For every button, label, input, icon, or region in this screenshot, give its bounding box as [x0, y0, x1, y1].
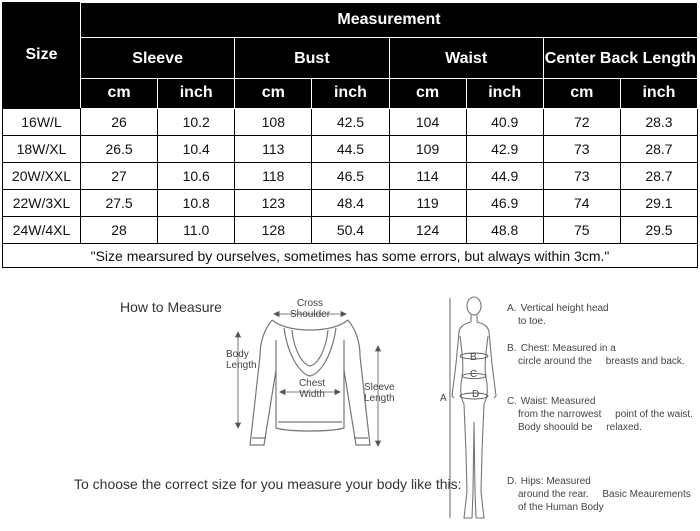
table-cell: 74 — [543, 190, 620, 217]
legend-line: of the Human Body — [518, 502, 604, 513]
legend-line: circle around the — [518, 356, 592, 367]
table-row — [3, 217, 698, 244]
table-cell: 113 — [235, 135, 312, 162]
legend-line: point of the waist. — [615, 409, 693, 420]
header-row-groups — [3, 38, 698, 79]
table-cell: 75 — [543, 217, 620, 244]
unit-header: inch — [158, 78, 235, 108]
figure-letter-c: C — [470, 369, 478, 380]
legend-line: Waist: Measured — [520, 396, 596, 407]
cross-shoulder-label-line1: Cross — [296, 298, 324, 309]
sleeve-header: Sleeve — [81, 38, 235, 79]
legend-line: Hips: Measured — [520, 476, 591, 487]
unit-header: cm — [543, 78, 620, 108]
table-row — [3, 108, 698, 135]
table-cell: 44.5 — [312, 135, 389, 162]
sleeve-length-label — [364, 382, 395, 404]
table-row — [3, 163, 698, 190]
figure-letter-b: B — [470, 352, 477, 363]
table-cell: 119 — [389, 190, 466, 217]
figure-letter-a: A — [440, 393, 447, 404]
legend-line: around the rear. — [518, 489, 589, 500]
chest-width-label-line2: Width — [299, 389, 325, 400]
cross-shoulder-label-line2: Shoulder — [290, 309, 331, 320]
legend-item-d — [507, 475, 700, 514]
unit-header: inch — [466, 78, 543, 108]
table-cell: 29.1 — [620, 190, 697, 217]
table-cell: 44.9 — [466, 163, 543, 190]
sleeve-length-label-line2: Length — [364, 393, 395, 404]
table-cell: 40.9 — [466, 108, 543, 135]
table-cell: 26 — [81, 108, 158, 135]
table-cell: 27 — [81, 163, 158, 190]
legend-key: D. — [507, 476, 517, 487]
table-cell: 48.8 — [466, 217, 543, 244]
table-cell: 26.5 — [81, 135, 158, 162]
legend-item-b — [507, 342, 685, 368]
chest-width-label-line1: Chest — [298, 378, 326, 389]
unit-header: cm — [81, 78, 158, 108]
size-cell: 24W/4XL — [3, 217, 81, 244]
table-cell: 10.6 — [158, 163, 235, 190]
measurement-header: Measurement — [81, 3, 698, 38]
header-row-units — [3, 78, 698, 108]
table-cell: 29.5 — [620, 217, 697, 244]
table-cell: 109 — [389, 135, 466, 162]
legend-key: A. — [507, 303, 517, 314]
legend-line: Vertical height head — [520, 303, 609, 314]
how-to-measure-title: How to Measure — [120, 299, 222, 315]
size-cell: 22W/3XL — [3, 190, 81, 217]
table-cell: 28.7 — [620, 135, 697, 162]
unit-header: cm — [389, 78, 466, 108]
table-cell: 11.0 — [158, 217, 235, 244]
body-length-label — [226, 349, 257, 371]
table-cell: 10.8 — [158, 190, 235, 217]
table-cell: 114 — [389, 163, 466, 190]
size-header: Size — [3, 3, 81, 109]
legend-line: Chest: Measured in a — [520, 343, 616, 354]
size-chart-table — [2, 2, 698, 268]
unit-header: inch — [312, 78, 389, 108]
legend-item-a — [507, 302, 609, 328]
sleeve-length-label-line1: Sleeve — [364, 382, 395, 393]
legend-line: Basic Meaurements — [602, 489, 691, 500]
body-figure-diagram — [440, 292, 504, 528]
table-cell: 128 — [235, 217, 312, 244]
table-cell: 123 — [235, 190, 312, 217]
table-cell: 46.5 — [312, 163, 389, 190]
size-cell: 16W/L — [3, 108, 81, 135]
note-row — [3, 244, 698, 268]
header-row-measurement — [3, 3, 698, 38]
table-cell: 108 — [235, 108, 312, 135]
body-length-label-line1: Body — [226, 349, 249, 360]
waist-header: Waist — [389, 38, 543, 79]
instruction-text: To choose the correct size for you measure your body like this: — [74, 476, 462, 492]
table-cell: 42.9 — [466, 135, 543, 162]
table-cell: 104 — [389, 108, 466, 135]
table-cell: 73 — [543, 135, 620, 162]
body-length-label-line2: Length — [226, 360, 257, 371]
legend-line: relaxed. — [606, 422, 642, 433]
figure-letter-d: D — [472, 389, 480, 400]
size-cell: 18W/XL — [3, 135, 81, 162]
table-cell: 72 — [543, 108, 620, 135]
legend-line: from the narrowest — [518, 409, 602, 420]
table-cell: 27.5 — [81, 190, 158, 217]
table-cell: 28.7 — [620, 163, 697, 190]
table-row — [3, 135, 698, 162]
table-cell: 28 — [81, 217, 158, 244]
legend-line: breasts and back. — [605, 356, 685, 367]
legend-line: to toe. — [518, 316, 546, 327]
center-back-length-header: Center Back Length — [543, 38, 697, 79]
table-cell: 124 — [389, 217, 466, 244]
table-cell: 118 — [235, 163, 312, 190]
table-cell: 46.9 — [466, 190, 543, 217]
bust-header: Bust — [235, 38, 389, 79]
legend-item-c — [507, 395, 700, 434]
chest-width-label — [294, 378, 330, 400]
table-cell: 10.2 — [158, 108, 235, 135]
table-cell: 42.5 — [312, 108, 389, 135]
size-cell: 20W/XXL — [3, 163, 81, 190]
table-cell: 73 — [543, 163, 620, 190]
table-cell: 50.4 — [312, 217, 389, 244]
cross-shoulder-label — [290, 298, 330, 320]
table-row — [3, 190, 698, 217]
legend-key: B. — [507, 343, 517, 354]
size-note: "Size mearsured by ourselves, sometimes has some errors, but always within 3cm." — [3, 244, 698, 268]
table-cell: 48.4 — [312, 190, 389, 217]
table-cell: 28.3 — [620, 108, 697, 135]
legend-key: C. — [507, 396, 517, 407]
unit-header: inch — [620, 78, 697, 108]
unit-header: cm — [235, 78, 312, 108]
table-cell: 10.4 — [158, 135, 235, 162]
legend-line: Body shoould be — [518, 422, 593, 433]
